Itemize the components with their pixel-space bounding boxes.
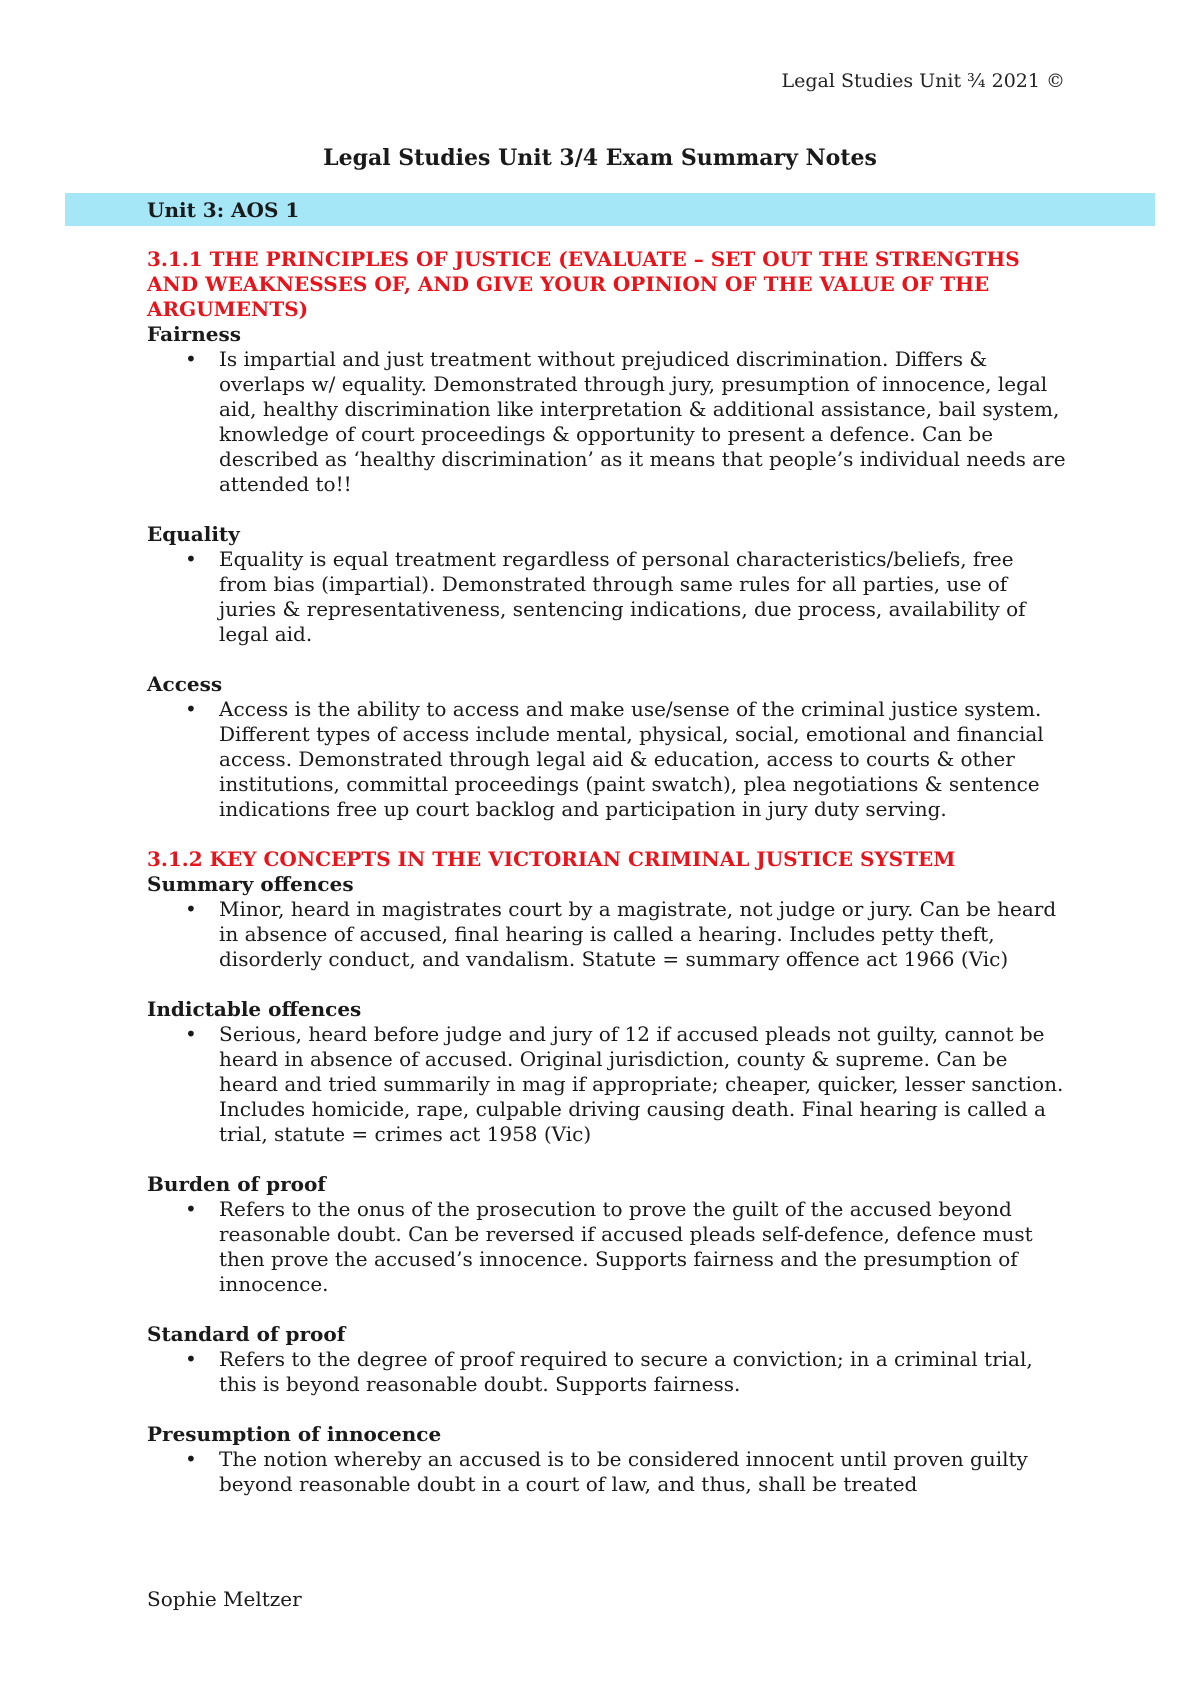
presumption-of-innocence-bullet: • The notion whereby an accused is to be considered innocent until proven guilty beyond reasonable doubt in a court of law, and thus, shall be treated <box>147 1447 1067 1497</box>
summary-offences-list <box>147 897 1067 972</box>
standard-of-proof-bullet: • Refers to the degree of proof required to secure a conviction; in a criminal trial, this is beyond reasonable doubt. Supports fairness. <box>147 1347 1067 1397</box>
section-heading-3-1-1: 3.1.1 THE PRINCIPLES OF JUSTICE (EVALUATE – SET OUT THE STRENGTHS AND WEAKNESSES OF, AND GIVE YOUR OPINION OF THE VALUE OF THE ARGUMENTS) <box>147 247 1020 321</box>
burden-of-proof-bullet: • Refers to the onus of the prosecution to prove the guilt of the accused beyond reasonable doubt. Can be reversed if accused pleads self-defence, defence must then prove the accused’s innocence. Supports fairness and the presumption of innocence. <box>147 1197 1067 1297</box>
document-body <box>147 247 1067 1497</box>
page-footer-author: Sophie Meltzer <box>147 1587 302 1611</box>
access-bullet: • Access is the ability to access and make use/sense of the criminal justice system. Different types of access include mental, physical, social, emotional and financial access. Demonstrated through legal aid & education, access to courts & other institutions, committal proceedings (paint swatch), plea negotiations & sentence indications free up court backlog and participation in jury duty serving. <box>147 697 1067 822</box>
document-title: Legal Studies Unit 3/4 Exam Summary Notes <box>323 145 877 171</box>
standard-of-proof-heading: Standard of proof <box>147 1322 346 1346</box>
presumption-of-innocence-list <box>147 1447 1067 1497</box>
page-header: Legal Studies Unit ¾ 2021 © <box>781 70 1065 92</box>
presumption-of-innocence-heading: Presumption of innocence <box>147 1422 442 1446</box>
indictable-offences-bullet: • Serious, heard before judge and jury of 12 if accused pleads not guilty, cannot be heard in absence of accused. Original jurisdiction, county & supreme. Can be heard and tried summarily in mag if appropriate; cheaper, quicker, lesser sanction. Includes homicide, rape, culpable driving causing death. Final hearing is called a trial, statute = crimes act 1958 (Vic) <box>147 1022 1067 1147</box>
fairness-list <box>147 347 1067 497</box>
standard-of-proof-list <box>147 1347 1067 1397</box>
fairness-heading: Fairness <box>147 322 241 346</box>
indictable-offences-heading: Indictable offences <box>147 997 362 1021</box>
access-list <box>147 697 1067 822</box>
fairness-bullet: • Is impartial and just treatment without prejudiced discrimination. Differs & overlaps w/ equality. Demonstrated through jury, presumption of innocence, legal aid, healthy discrimination like interpretation & additional assistance, bail system, knowledge of court proceedings & opportunity to present a defence. Can be described as ‘healthy discrimination’ as it means that people’s individual needs are attended to!! <box>147 347 1067 497</box>
access-heading: Access <box>147 672 223 696</box>
summary-offences-heading: Summary offences <box>147 872 354 896</box>
summary-offences-bullet: • Minor, heard in magistrates court by a magistrate, not judge or jury. Can be heard in absence of accused, final hearing is called a hearing. Includes petty theft, disorderly conduct, and vandalism. Statute = summary offence act 1966 (Vic) <box>147 897 1067 972</box>
equality-list <box>147 547 1067 647</box>
equality-bullet: • Equality is equal treatment regardless of personal characteristics/beliefs, free from bias (impartial). Demonstrated through same rules for all parties, use of juries & representativeness, sentencing indications, due process, availability of legal aid. <box>147 547 1067 647</box>
equality-heading: Equality <box>147 522 240 546</box>
indictable-offences-list <box>147 1022 1067 1147</box>
unit-banner <box>65 193 1155 226</box>
burden-of-proof-heading: Burden of proof <box>147 1172 326 1196</box>
burden-of-proof-list <box>147 1197 1067 1297</box>
unit-banner-label: Unit 3: AOS 1 <box>147 198 300 222</box>
section-heading-3-1-2: 3.1.2 KEY CONCEPTS IN THE VICTORIAN CRIMINAL JUSTICE SYSTEM <box>147 847 956 871</box>
